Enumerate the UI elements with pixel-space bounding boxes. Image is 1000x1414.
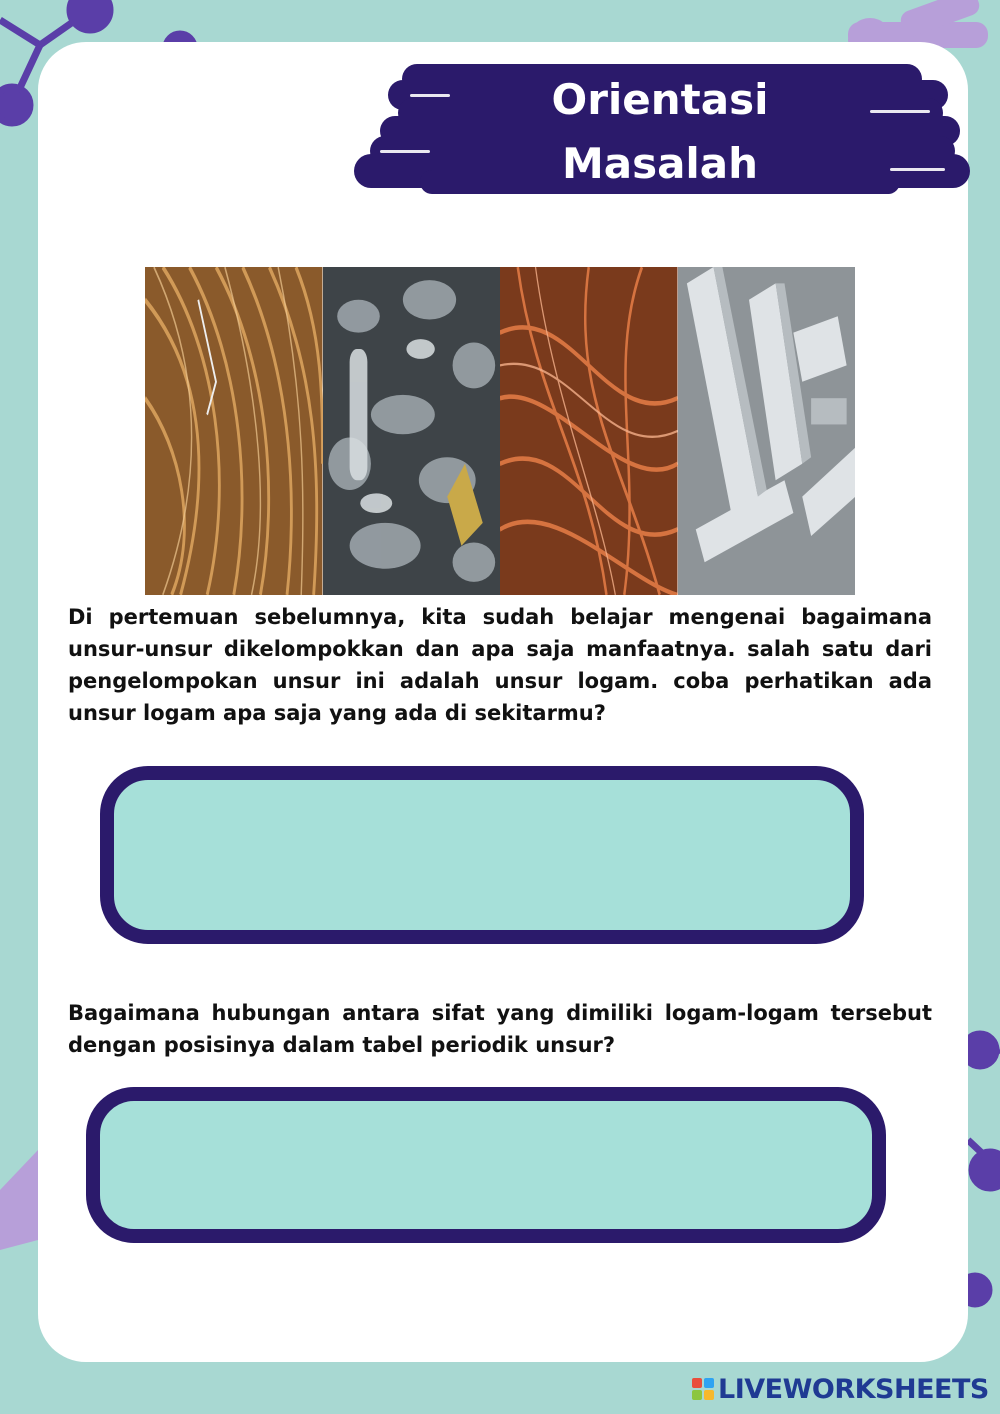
answer-box-2[interactable] [86,1087,886,1243]
question-1-text: Di pertemuan sebelumnya, kita sudah belajar mengenai bagaimana unsur-unsur dikelompokkan dan apa saja manfaatnya. salah satu dari pengelompokan unsur ini adalah unsur logam. coba perhatikan ada unsur logam apa saja yang ada di sekitarmu? [68,605,932,725]
answer-input-1[interactable] [114,780,850,930]
steel-shavings-photo [323,267,501,595]
question-2-text: Bagaimana hubungan antara sifat yang dimiliki logam-logam tersebut dengan posisinya dalam tabel periodik unsur? [68,1001,932,1057]
liveworksheets-logo-text: LIVEWORKSHEETS [718,1373,989,1405]
answer-input-2[interactable] [100,1101,872,1229]
copper-wire-photo [500,267,678,595]
aluminum-scrap-photo [678,267,856,595]
page-title [460,68,860,196]
title-line-1: Orientasi [551,75,769,124]
molecule-bottom-left-icon [0,1150,38,1250]
brass-wire-photo [145,267,323,595]
liveworksheets-icon [692,1378,714,1400]
liveworksheets-logo [692,1373,989,1405]
metal-photo-strip [145,267,855,595]
title-line-2: Masalah [561,139,759,188]
answer-box-1[interactable] [100,766,864,944]
